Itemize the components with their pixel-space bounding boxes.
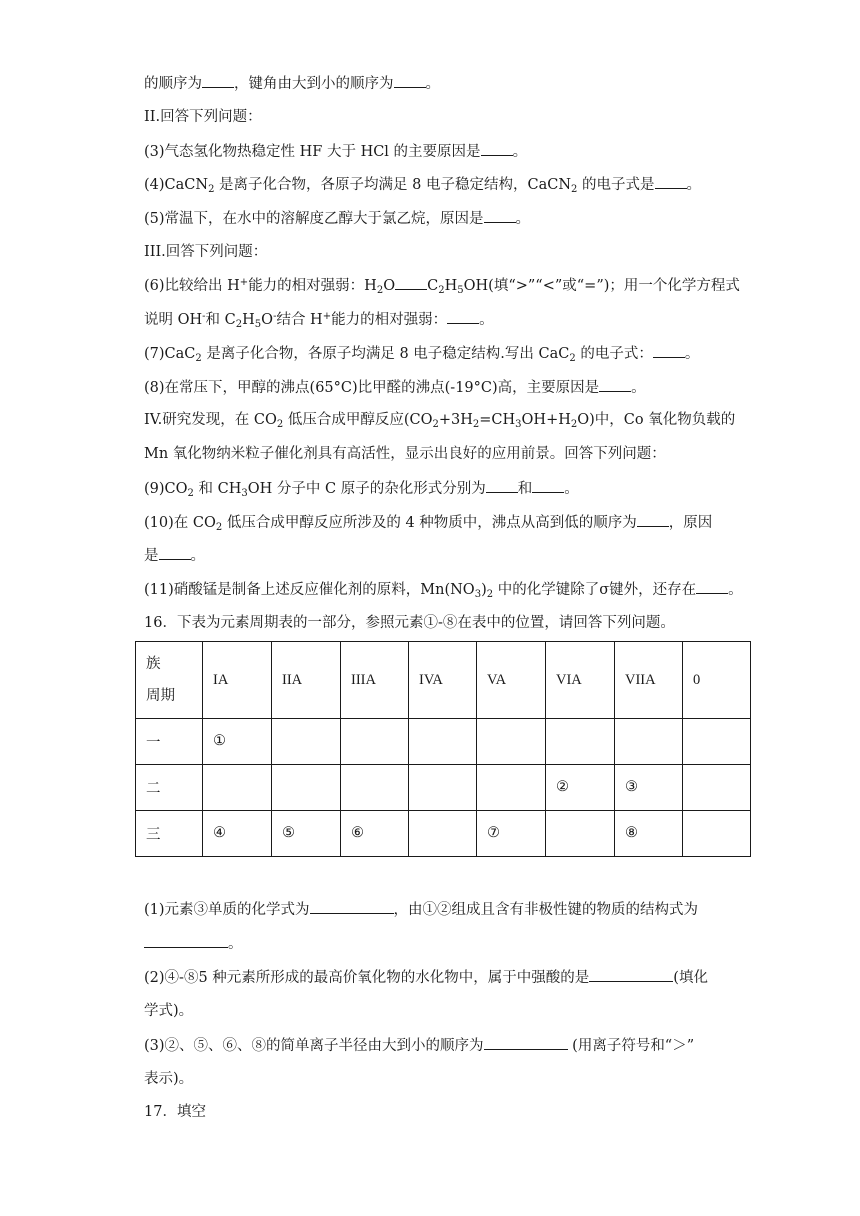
subscript: 2	[472, 419, 480, 430]
text-line	[144, 73, 440, 94]
question-16-heading	[144, 613, 675, 633]
subscript: 2	[570, 419, 578, 430]
answer-blank[interactable]	[144, 933, 228, 948]
question-8	[144, 377, 646, 398]
subscript: 2	[215, 522, 223, 533]
subscript: 2	[569, 353, 576, 364]
group-header: VIIA	[615, 642, 683, 719]
line-text: (11)硝酸锰是制备上述反应催化剂的原料，Mn(NO	[144, 582, 475, 598]
subscript: 3	[515, 419, 522, 430]
question-16-2-cont	[144, 1001, 193, 1021]
line-text: H	[444, 278, 458, 294]
line-text: (10)在 CO	[144, 515, 216, 531]
answer-blank[interactable]	[394, 73, 426, 88]
subscript: 3	[241, 488, 248, 499]
subscript: 2	[432, 419, 439, 430]
line-text: 和	[517, 481, 533, 497]
line-text: 。	[564, 481, 579, 497]
line-text: 。	[515, 211, 531, 227]
line-text: (2)④-⑧5 种元素所形成的最高价氧化物的水化物中，属于中强酸的是	[144, 970, 590, 986]
subscript: 5	[457, 285, 464, 296]
line-text: 。	[425, 76, 440, 92]
table-cell	[272, 765, 341, 811]
table-cell: ④	[203, 811, 272, 857]
answer-blank[interactable]	[310, 899, 394, 914]
table-cell: ⑤	[272, 811, 341, 857]
line-text: 低压合成甲醇反应所涉及的 4 种物质中，沸点从高到低的顺序为	[222, 515, 637, 531]
superscript: +	[322, 311, 332, 322]
table-cell: ②	[546, 765, 615, 811]
answer-blank[interactable]	[484, 1035, 568, 1050]
table-corner-cell	[136, 642, 203, 719]
line-text: =CH	[479, 412, 516, 428]
table-row	[136, 811, 751, 857]
line-text: 。	[684, 346, 700, 362]
line-text: 和 C	[205, 312, 236, 328]
line-text: 和 CH	[193, 481, 242, 497]
group-header: VIA	[546, 642, 615, 719]
line-text: II.回答下列问题：	[144, 109, 262, 125]
subscript: 5	[254, 319, 262, 330]
line-text: (8)在常压下，甲醇的沸点(65°C)比甲醛的沸点(-19°C)高，主要原因是	[144, 380, 600, 396]
subscript: 2	[376, 285, 384, 296]
line-text: (6)比较给出 H	[144, 278, 240, 294]
table-cell	[409, 719, 477, 765]
line-text: H	[242, 312, 255, 328]
answer-blank[interactable]	[532, 478, 564, 493]
answer-blank[interactable]	[484, 208, 516, 223]
question-16-3-cont	[144, 1069, 193, 1089]
answer-blank[interactable]	[159, 545, 191, 560]
subscript: 2	[235, 319, 243, 330]
table-header-row	[136, 642, 751, 719]
section-intro	[144, 444, 666, 464]
line-text: OH 分子中 C 原子的杂化形式分别为	[247, 481, 486, 497]
table-cell: ⑥	[341, 811, 409, 857]
table-cell	[477, 719, 546, 765]
table-cell	[546, 719, 615, 765]
question-16-3	[144, 1035, 694, 1056]
line-text: 中的化学键除了σ键外，还存在	[493, 582, 697, 598]
periodic-table	[135, 641, 751, 857]
corner-label-group: 族	[146, 656, 161, 672]
line-text: 。	[686, 177, 701, 193]
subscript: 2	[486, 589, 494, 600]
line-text: 能力的相对强弱：H	[248, 278, 377, 294]
line-text: 低压合成甲醇反应(CO	[283, 412, 433, 428]
group-header: IVA	[409, 642, 477, 719]
answer-blank[interactable]	[486, 478, 518, 493]
line-text: (用离子符号和“＞”	[567, 1038, 695, 1054]
subscript: 2	[208, 184, 215, 195]
question-11	[144, 579, 743, 600]
line-text: C	[427, 278, 439, 294]
line-text: 。	[631, 380, 646, 396]
line-text: III.回答下列问题：	[144, 244, 268, 260]
line-text: 。	[479, 312, 494, 328]
table-cell	[341, 765, 409, 811]
answer-blank[interactable]	[589, 967, 673, 982]
period-label: 三	[136, 811, 203, 857]
answer-blank[interactable]	[447, 309, 479, 324]
table-row	[136, 719, 751, 765]
question-16-1-cont	[144, 933, 243, 954]
group-header: IIIA	[341, 642, 409, 719]
subscript: 2	[276, 419, 284, 430]
line-text: 。	[512, 144, 528, 160]
subscript: 2	[571, 184, 578, 195]
subscript: 2	[195, 353, 202, 364]
subscript: 2	[438, 285, 445, 296]
answer-blank[interactable]	[655, 174, 687, 189]
table-cell: ⑧	[615, 811, 683, 857]
answer-blank[interactable]	[481, 141, 513, 156]
line-text: 是离子化合物，各原子均满足 8 电子稳定结构，CaCN	[214, 177, 572, 193]
table-cell	[477, 765, 546, 811]
group-header: IA	[203, 642, 272, 719]
table-cell: ③	[615, 765, 683, 811]
line-text: 学式)。	[144, 1003, 194, 1019]
line-text: 16．下表为元素周期表的一部分，参照元素①-⑧在表中的位置，请回答下列问题。	[144, 615, 675, 631]
table-cell	[683, 719, 751, 765]
table-cell: ⑦	[477, 811, 546, 857]
line-text: (4)CaCN	[144, 177, 209, 193]
line-text: Mn 氧化物纳米粒子催化剂具有高活性，显示出良好的应用前景。回答下列问题：	[144, 446, 666, 462]
group-header: 0	[683, 642, 751, 719]
table-cell	[615, 719, 683, 765]
line-text: 结合 H	[276, 312, 323, 328]
table-cell	[409, 811, 477, 857]
line-text: )	[481, 582, 487, 598]
line-text: ，键角由大到小的顺序为	[234, 76, 394, 92]
line-text: 表示)。	[144, 1071, 194, 1087]
table-cell	[683, 811, 751, 857]
line-text: 的顺序为	[144, 76, 202, 92]
answer-blank[interactable]	[696, 579, 728, 594]
table-cell	[203, 765, 272, 811]
table-cell	[409, 765, 477, 811]
subscript: 3	[474, 589, 482, 600]
question-16-2	[144, 967, 708, 988]
question-6-cont	[144, 309, 494, 330]
answer-blank[interactable]	[202, 73, 234, 88]
question-9	[144, 478, 579, 499]
line-text: OH(填“>”“<”或“=”)；用一个化学方程式	[463, 278, 740, 294]
superscript: -	[273, 311, 277, 322]
answer-blank[interactable]	[653, 343, 685, 358]
line-text: 能力的相对强弱：	[331, 312, 448, 328]
line-text: +3H	[438, 412, 473, 428]
line-text: 17．填空	[144, 1104, 206, 1120]
line-text: (9)CO	[144, 481, 188, 497]
line-text: (3)气态氢化物热稳定性 HF 大于 HCl 的主要原因是	[144, 144, 481, 160]
line-text: 。	[190, 548, 205, 564]
group-header: VA	[477, 642, 546, 719]
table-row	[136, 765, 751, 811]
question-10-cont	[144, 545, 205, 566]
table-cell	[272, 719, 341, 765]
line-text: 的电子式是	[577, 177, 655, 193]
line-text: (1)元素③单质的化学式为	[144, 902, 310, 918]
line-text: 说明 OH	[144, 312, 203, 328]
section-heading	[144, 242, 267, 262]
period-label: 二	[136, 765, 203, 811]
line-text: 。	[728, 582, 743, 598]
answer-blank[interactable]	[637, 512, 669, 527]
line-text: ，原因	[668, 515, 713, 531]
section-heading	[144, 107, 262, 127]
table-cell	[683, 765, 751, 811]
line-text: O	[383, 278, 396, 294]
line-text: O	[261, 312, 274, 328]
question-16-1	[144, 899, 698, 920]
question-7	[144, 343, 699, 364]
line-text: (5)常温下，在水中的溶解度乙醇大于氯乙烷，原因是	[144, 211, 484, 227]
line-text: 。	[228, 936, 243, 952]
question-17-heading	[144, 1102, 206, 1122]
section-heading	[144, 410, 735, 430]
answer-blank[interactable]	[395, 275, 427, 290]
question-10	[144, 512, 712, 533]
line-text: ，由①②组成且含有非极性键的物质的结构式为	[393, 902, 699, 918]
question-6	[144, 275, 740, 296]
question-3	[144, 141, 527, 162]
subscript: 2	[187, 488, 194, 499]
table-cell	[546, 811, 615, 857]
line-text: O)中，Co 氧化物负载的	[577, 412, 736, 428]
line-text: (7)CaC	[144, 346, 196, 362]
table-cell: ①	[203, 719, 272, 765]
table-cell	[341, 719, 409, 765]
question-4	[144, 174, 701, 195]
superscript: -	[202, 311, 206, 322]
line-text: IV.研究发现，在 CO	[144, 412, 277, 428]
line-text: 是离子化合物，各原子均满足 8 电子稳定结构.写出 CaC	[201, 346, 570, 362]
group-header: IIA	[272, 642, 341, 719]
line-text: 是	[144, 548, 159, 564]
answer-blank[interactable]	[599, 377, 631, 392]
question-5	[144, 208, 530, 229]
superscript: +	[239, 277, 249, 288]
line-text: (3)②、⑤、⑥、⑧的简单离子半径由大到小的顺序为	[144, 1038, 484, 1054]
corner-label-period: 周期	[146, 688, 175, 704]
line-text: OH+H	[521, 412, 571, 428]
period-label: 一	[136, 719, 203, 765]
line-text: 的电子式：	[575, 346, 653, 362]
line-text: (填化	[673, 970, 708, 986]
